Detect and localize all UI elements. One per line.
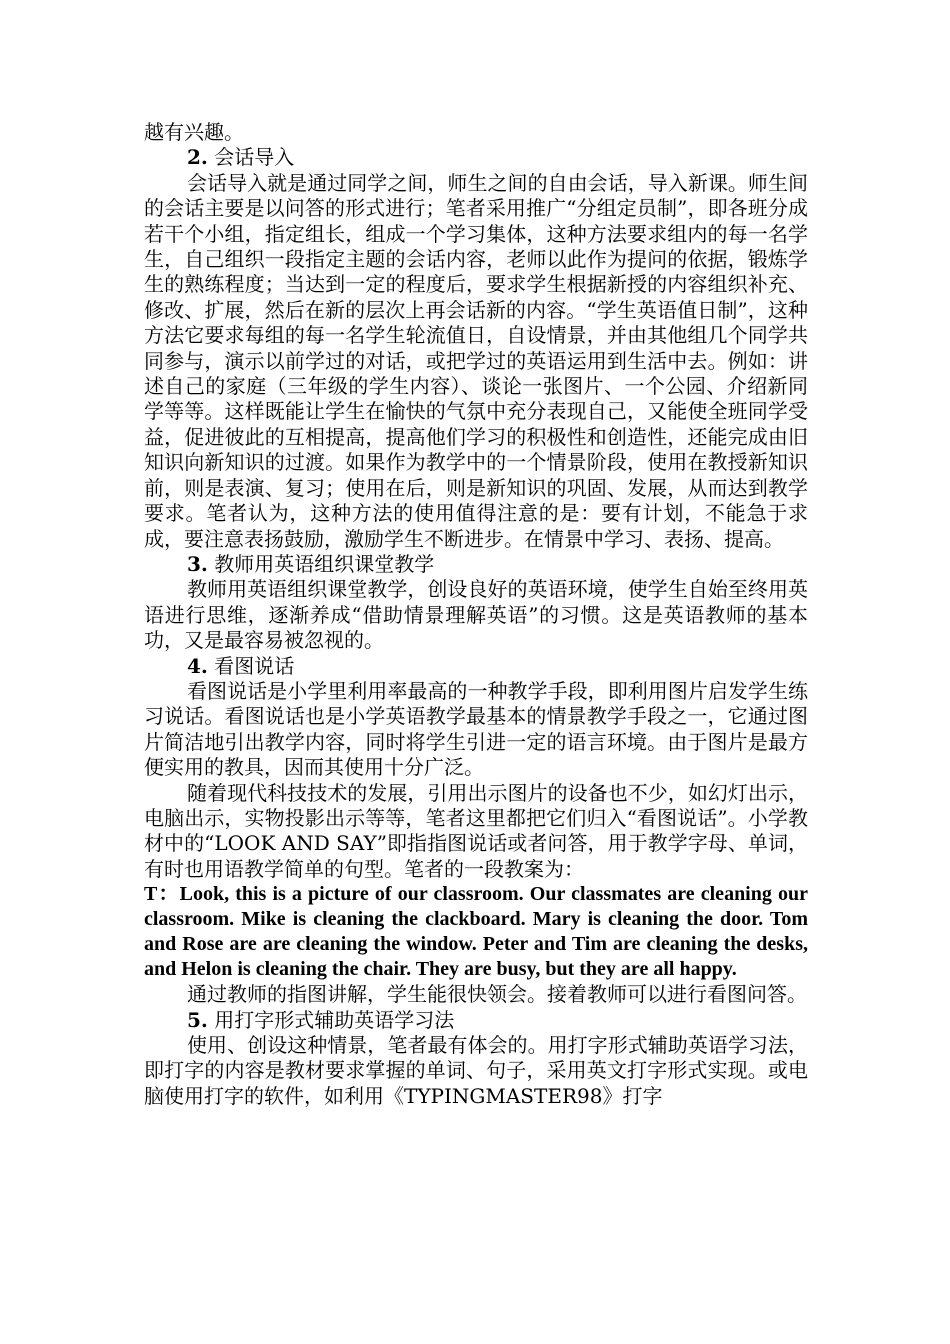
section-4-paragraph-3: 通过教师的指图讲解，学生能很快领会。接着教师可以进行看图问答。 [187, 982, 807, 1007]
document-page [144, 120, 808, 1109]
section-3-number: 3. [187, 551, 208, 576]
section-5-number: 5. [187, 1007, 208, 1032]
section-4-number: 4. [187, 653, 208, 678]
section-5-title: 用打字形式辅助英语学习法 [214, 1007, 455, 1032]
section-4-title: 看图说话 [214, 653, 295, 678]
intro-tail-paragraph: 越有兴趣。 [144, 120, 244, 144]
section-4-paragraph-2: 随着现代科技技术的发展，引用出示图片的设备也不少，如幻灯出示，电脑出示，实物投影出示等等，笔者这里都把它们归入“看图说话”。小学教材中的“LOOK AND SAY”即指指图说话或者问答，用于教学字母、单词，有时也用语教学简单的句型。笔者的一段教案为： [144, 780, 808, 881]
section-5-paragraph: 使用、创设这种情景，笔者最有体会的。用打字形式辅助英语学习法，即打字的内容是教材要求掌握的单词、句子，采用英文打字形式实现。或电脑使用打字的软件，如利用《TYPINGMASTER98》打字 [144, 1033, 808, 1108]
section-3-title: 教师用英语组织课堂教学 [214, 551, 435, 576]
section-2-title: 会话导入 [214, 145, 295, 170]
section-3-heading [144, 552, 808, 577]
lesson-plan-english-text: T：Look, this is a picture of our classroom. Our classmates are cleaning our classroom. Mike is cleaning the clackboard. Mary is cleaning the door. Tom and Rose are are cleaning the window. Peter and Tim are cleaning the desks, and Helon is cleaning the chair. They are busy, but they are all happy. [144, 883, 808, 981]
section-4-heading [144, 654, 808, 679]
section-2-paragraph: 会话导入就是通过同学之间，师生之间的自由会话，导入新课。师生间的会话主要是以问答的形式进行；笔者采用推广“分组定员制”，即各班分成若干个小组，指定组长，组成一个学习集体，这种方法要求组内的每一名学生，自己组织一段指定主题的会话内容，老师以此作为提问的依据，锻炼学生的熟练程度；当达到一定的程度后，要求学生根据新授的内容组织补充、修改、扩展，然后在新的层次上再会话新的内容。“学生英语值日制”，这种方法它要求每组的每一名学生轮流值日，自设情景，并由其他组几个同学共同参与，演示以前学过的对话，或把学过的英语运用到生活中去。例如：讲述自己的家庭（三年级的学生内容）、谈论一张图片、一个公园、介绍新同学等等。这样既能让学生在愉快的气氛中充分表现自己，又能使全班同学受益，促进彼此的互相提高，提高他们学习的积极性和创造性，还能完成由旧知识向新知识的过渡。如果作为教学中的一个情景阶段，使用在教授新知识前，则是表演、复习；使用在后，则是新知识的巩固、发展，从而达到教学要求。笔者认为，这种方法的使用值得注意的是：要有计划，不能急于求成，要注意表扬鼓励，激励学生不断进步。在情景中学习、表扬、提高。 [144, 170, 808, 551]
section-4-paragraph-1: 看图说话是小学里利用率最高的一种教学手段，即利用图片启发学生练习说话。看图说话也是小学英语教学最基本的情景教学手段之一，它通过图片简洁地引出教学内容，同时将学生引进一定的语言环境。由于图片是最方便实用的教具，因而其使用十分广泛。 [144, 678, 808, 780]
section-2-number: 2. [187, 145, 208, 170]
section-3-paragraph: 教师用英语组织课堂教学，创设良好的英语环境，使学生自始至终用英语进行思维，逐渐养成“借助情景理解英语”的习惯。这是英语教师的基本功，又是最容易被忽视的。 [144, 577, 808, 653]
section-5-heading [144, 1008, 808, 1033]
section-2-heading [144, 145, 808, 170]
